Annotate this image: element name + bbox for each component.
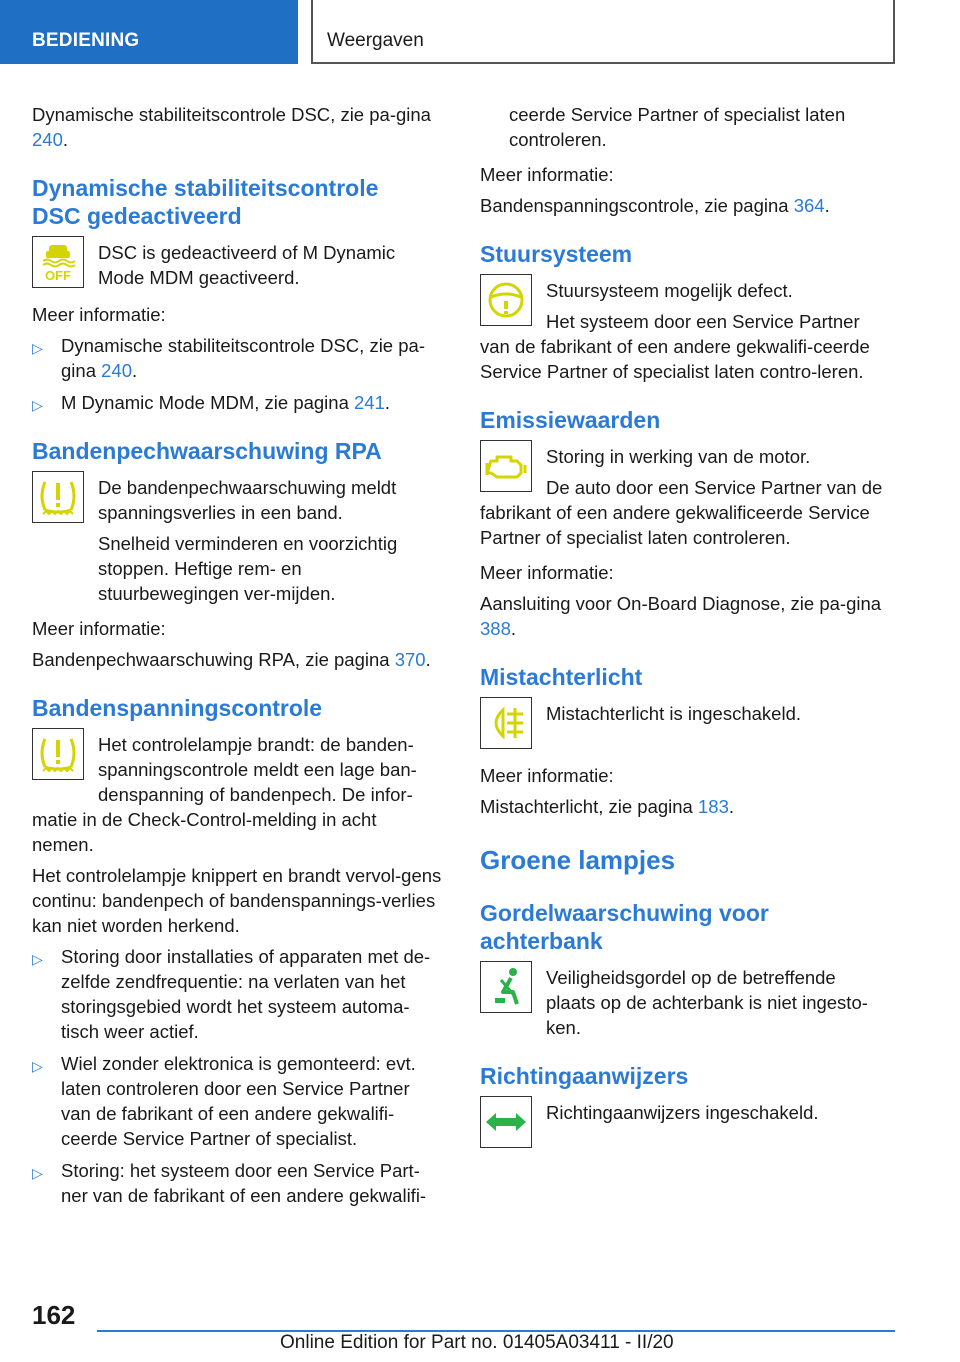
- page-number: 162: [32, 1300, 76, 1330]
- list-item: ▷ Storing door installaties of apparaten met de-zelfde zendfrequentie: na verlaten van het storingsgebied wordt het systeem automa-tisch weer actief.: [32, 946, 431, 1042]
- list-item: ▷ Storing: het systeem door een Service Part-ner van de fabrikant of een andere gekwalifi-: [32, 1160, 427, 1206]
- dsc-text: DSC is gedeactiveerd of M Dynamic Mode MDM geactiveerd.: [98, 242, 396, 288]
- rpa-more-info: Meer informatie:: [32, 618, 166, 639]
- left-column: [32, 102, 442, 1215]
- page-link[interactable]: 364: [793, 195, 825, 216]
- dsc-bullet-list: [32, 333, 442, 415]
- fog-more-info: Meer informatie:: [480, 765, 614, 786]
- heading-rpa: Bandenpechwaarschuwing RPA: [32, 438, 382, 464]
- tpms-text-1: Het controlelampje brandt: de banden-spanningscontrole meldt een lage ban-denspanning of bandenpech. De infor-matie in de Check-Control-melding in acht nemen.: [32, 734, 417, 855]
- dsc-more-info: Meer informatie:: [32, 304, 166, 325]
- triangle-bullet-icon: ▷: [32, 397, 43, 413]
- page-link[interactable]: 240: [101, 360, 132, 381]
- heading-dsc-deactivated: Dynamische stabiliteitscontrole DSC gedeactiveerd: [32, 175, 379, 229]
- list-item: ▷ Dynamische stabiliteitscontrole DSC, zie pa-gina 240.: [32, 335, 425, 381]
- tpms-ref: Bandenspanningscontrole, zie pagina 364.: [480, 195, 830, 216]
- emission-text-2: De auto door een Service Partner van de fabrikant of een andere gekwalificeerde Service Partner of specialist laten controleren.: [480, 477, 883, 548]
- emission-more-info: Meer informatie:: [480, 562, 614, 583]
- continued-bullet-text: ceerde Service Partner of specialist laten controleren.: [509, 104, 846, 150]
- emission-ref: Aansluiting voor On-Board Diagnose, zie pa-gina 388.: [480, 593, 882, 639]
- triangle-bullet-icon: ▷: [32, 1165, 43, 1181]
- heading-steering: Stuursysteem: [480, 241, 633, 267]
- page-link[interactable]: 370: [394, 649, 426, 670]
- steering-text-1: Stuursysteem mogelijk defect.: [546, 280, 793, 301]
- rpa-text-2: Snelheid verminderen en voorzichtig stoppen. Heftige rem- en stuurbewegingen ver-mijden.: [98, 533, 398, 604]
- turn-signal-icon: [480, 1096, 532, 1148]
- steering-text-2: Het systeem door een Service Partner van de fabrikant of een andere gekwalifi-ceerde Service Partner of specialist laten contro-leren.: [480, 311, 870, 382]
- fog-ref: Mistachterlicht, zie pagina 183.: [480, 796, 735, 817]
- heading-green-lamps: Groene lampjes: [480, 845, 676, 875]
- tire-warning-icon: [32, 728, 84, 780]
- steering-warning-icon: [480, 274, 532, 326]
- tpms-text-2: Het controlelampje knippert en brandt vervol-gens continu: bandenpech of bandenspannings-verlies kan niet worden herkend.: [32, 865, 442, 936]
- list-item: ▷ Wiel zonder elektronica is gemonteerd: evt. laten controleren door een Service Partner van de fabrikant of een andere gekwalifi-ceerde Service Partner of specialist.: [32, 1053, 416, 1149]
- turn-signal-text: Richtingaanwijzers ingeschakeld.: [546, 1102, 819, 1123]
- intro-text: Dynamische stabiliteitscontrole DSC, zie pa-gina 240.: [32, 104, 431, 150]
- triangle-bullet-icon: ▷: [32, 1058, 43, 1074]
- engine-check-icon: [480, 440, 532, 492]
- triangle-bullet-icon: ▷: [32, 951, 43, 967]
- fog-text-1: Mistachterlicht is ingeschakeld.: [546, 703, 801, 724]
- rpa-text-1: De bandenpechwaarschuwing meldt spanningsverlies in een band.: [98, 477, 397, 523]
- tpms-more-info: Meer informatie:: [480, 164, 614, 185]
- header-section-tab: [0, 0, 298, 64]
- heading-emission: Emissiewaarden: [480, 407, 661, 433]
- right-column: [480, 102, 890, 1152]
- heading-turn-signals: Richtingaanwijzers: [480, 1063, 689, 1089]
- heading-fog-light: Mistachterlicht: [480, 664, 643, 690]
- dsc-off-icon: [32, 236, 84, 288]
- footer-edition: Online Edition for Part no. 01405A03411 - II/20: [280, 1332, 674, 1353]
- heading-rear-seatbelt: Gordelwaarschuwing voor achterbank: [480, 900, 769, 954]
- triangle-bullet-icon: ▷: [32, 340, 43, 356]
- header-chapter-label: Weergaven: [327, 30, 424, 51]
- tire-warning-icon: [32, 471, 84, 523]
- emission-text-1: Storing in werking van de motor.: [546, 446, 811, 467]
- page-link[interactable]: 241: [354, 392, 385, 413]
- page-link[interactable]: 183: [698, 796, 729, 817]
- svg-text:OFF: OFF: [45, 268, 71, 283]
- seatbelt-icon: [480, 961, 532, 1013]
- seatbelt-text: Veiligheidsgordel op de betreffende plaats op de achterbank is niet ingesto-ken.: [546, 967, 868, 1038]
- page-link[interactable]: 240: [32, 129, 63, 150]
- heading-tpms: Bandenspanningscontrole: [32, 695, 323, 721]
- tpms-bullet-list: [32, 944, 442, 1208]
- list-item: ▷ M Dynamic Mode MDM, zie pagina 241.: [32, 390, 442, 415]
- page-link[interactable]: 388: [480, 618, 511, 639]
- rear-fog-light-icon: [480, 697, 532, 749]
- header-chapter-tab: [311, 0, 895, 64]
- header-section-label: BEDIENING: [32, 30, 140, 51]
- rpa-ref: Bandenpechwaarschuwing RPA, zie pagina 370.: [32, 649, 431, 670]
